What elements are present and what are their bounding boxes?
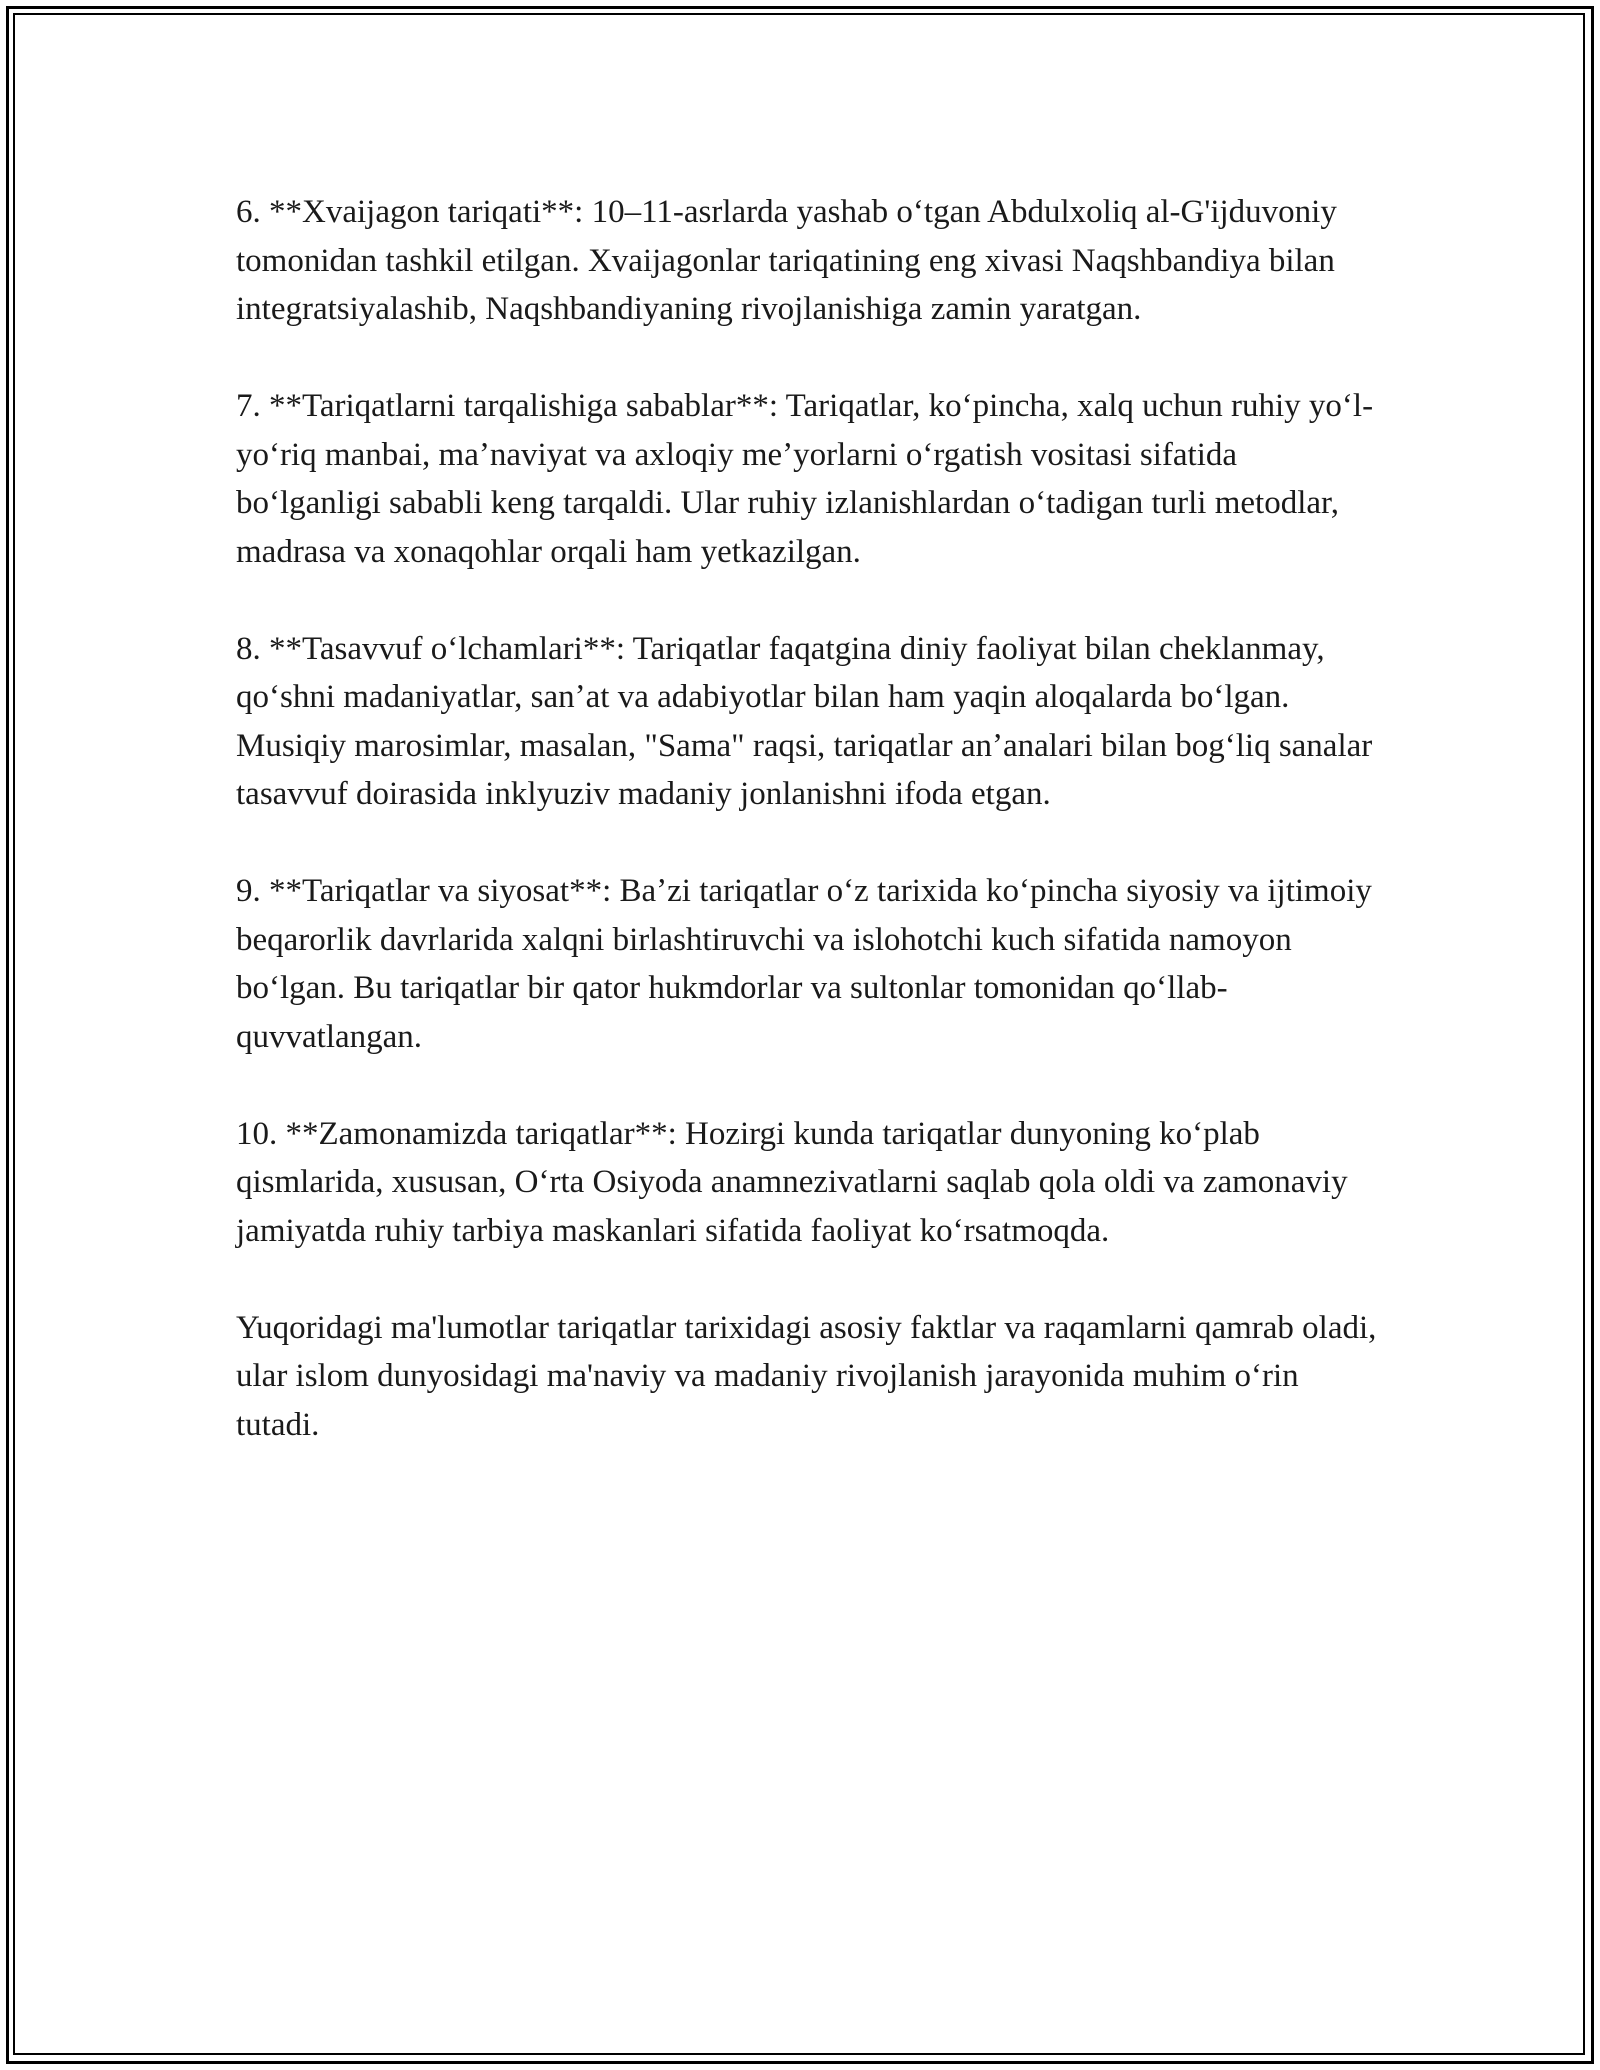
paragraph-6-xvaijagon: 6. **Xvaijagon tariqati**: 10–11-asrlarda yashab oʻtgan Abdulxoliq al-G'ijduvoniy tomonidan tashkil etilgan. Xvaijagonlar tariqatining eng xivasi Naqshbandiya bilan integratsiyalashib, Naqshbandiyaning rivojlanishiga zamin yaratgan. (236, 194, 1337, 327)
document-body (236, 188, 1386, 1498)
paragraph-conclusion: Yuqoridagi ma'lumotlar tariqatlar tarixidagi asosiy faktlar va raqamlarni qamrab oladi, ular islom dunyosidagi ma'naviy va madaniy rivojlanish jarayonida muhim oʻrin tutadi. (236, 1309, 1377, 1443)
paragraph-8-tasavvuf-dimensions: 8. **Tasavvuf oʻlchamlari**: Tariqatlar faqatgina diniy faoliyat bilan cheklanmay, qoʻshni madaniyatlar, sanʼat va adabiyotlar bilan ham yaqin aloqalarda boʻlgan. Musiqiy marosimlar, masalan, "Sama" raqsi, tariqatlar anʼanalari bilan bogʻliq sanalar tasavvuf doirasida inklyuziv madaniy jonlanishni ifoda etgan. (236, 630, 1373, 812)
paragraph-9-politics: 9. **Tariqatlar va siyosat**: Baʼzi tariqatlar oʻz tarixida koʻpincha siyosiy va ijtimoiy beqarorlik davrlarida xalqni birlashtiruvchi va islohotchi kuch sifatida namoyon boʻlgan. Bu tariqatlar bir qator hukmdorlar va sultonlar tomonidan qoʻllab-quvvatlangan. (236, 873, 1372, 1055)
paragraph-10-modern-times: 10. **Zamonamizda tariqatlar**: Hozirgi kunda tariqatlar dunyoning koʻplab qismlarida, xususan, Oʻrta Osiyoda anamnezivatlarni saqlab qola oldi va zamonaviy jamiyatda ruhiy tarbiya maskanlari sifatida faoliyat koʻrsatmoqda. (236, 1115, 1348, 1249)
paragraph-7-spread-reasons: 7. **Tariqatlarni tarqalishiga sabablar**: Tariqatlar, koʻpincha, xalq uchun ruhiy yoʻl-yoʻriq manbai, maʼnaviyat va axloqiy meʼyorlarni oʻrgatish vositasi sifatida boʻlganligi sababli keng tarqaldi. Ular ruhiy izlanishlardan oʻtadigan turli metodlar, madrasa va xonaqohlar orqali ham yetkazilgan. (236, 388, 1374, 570)
